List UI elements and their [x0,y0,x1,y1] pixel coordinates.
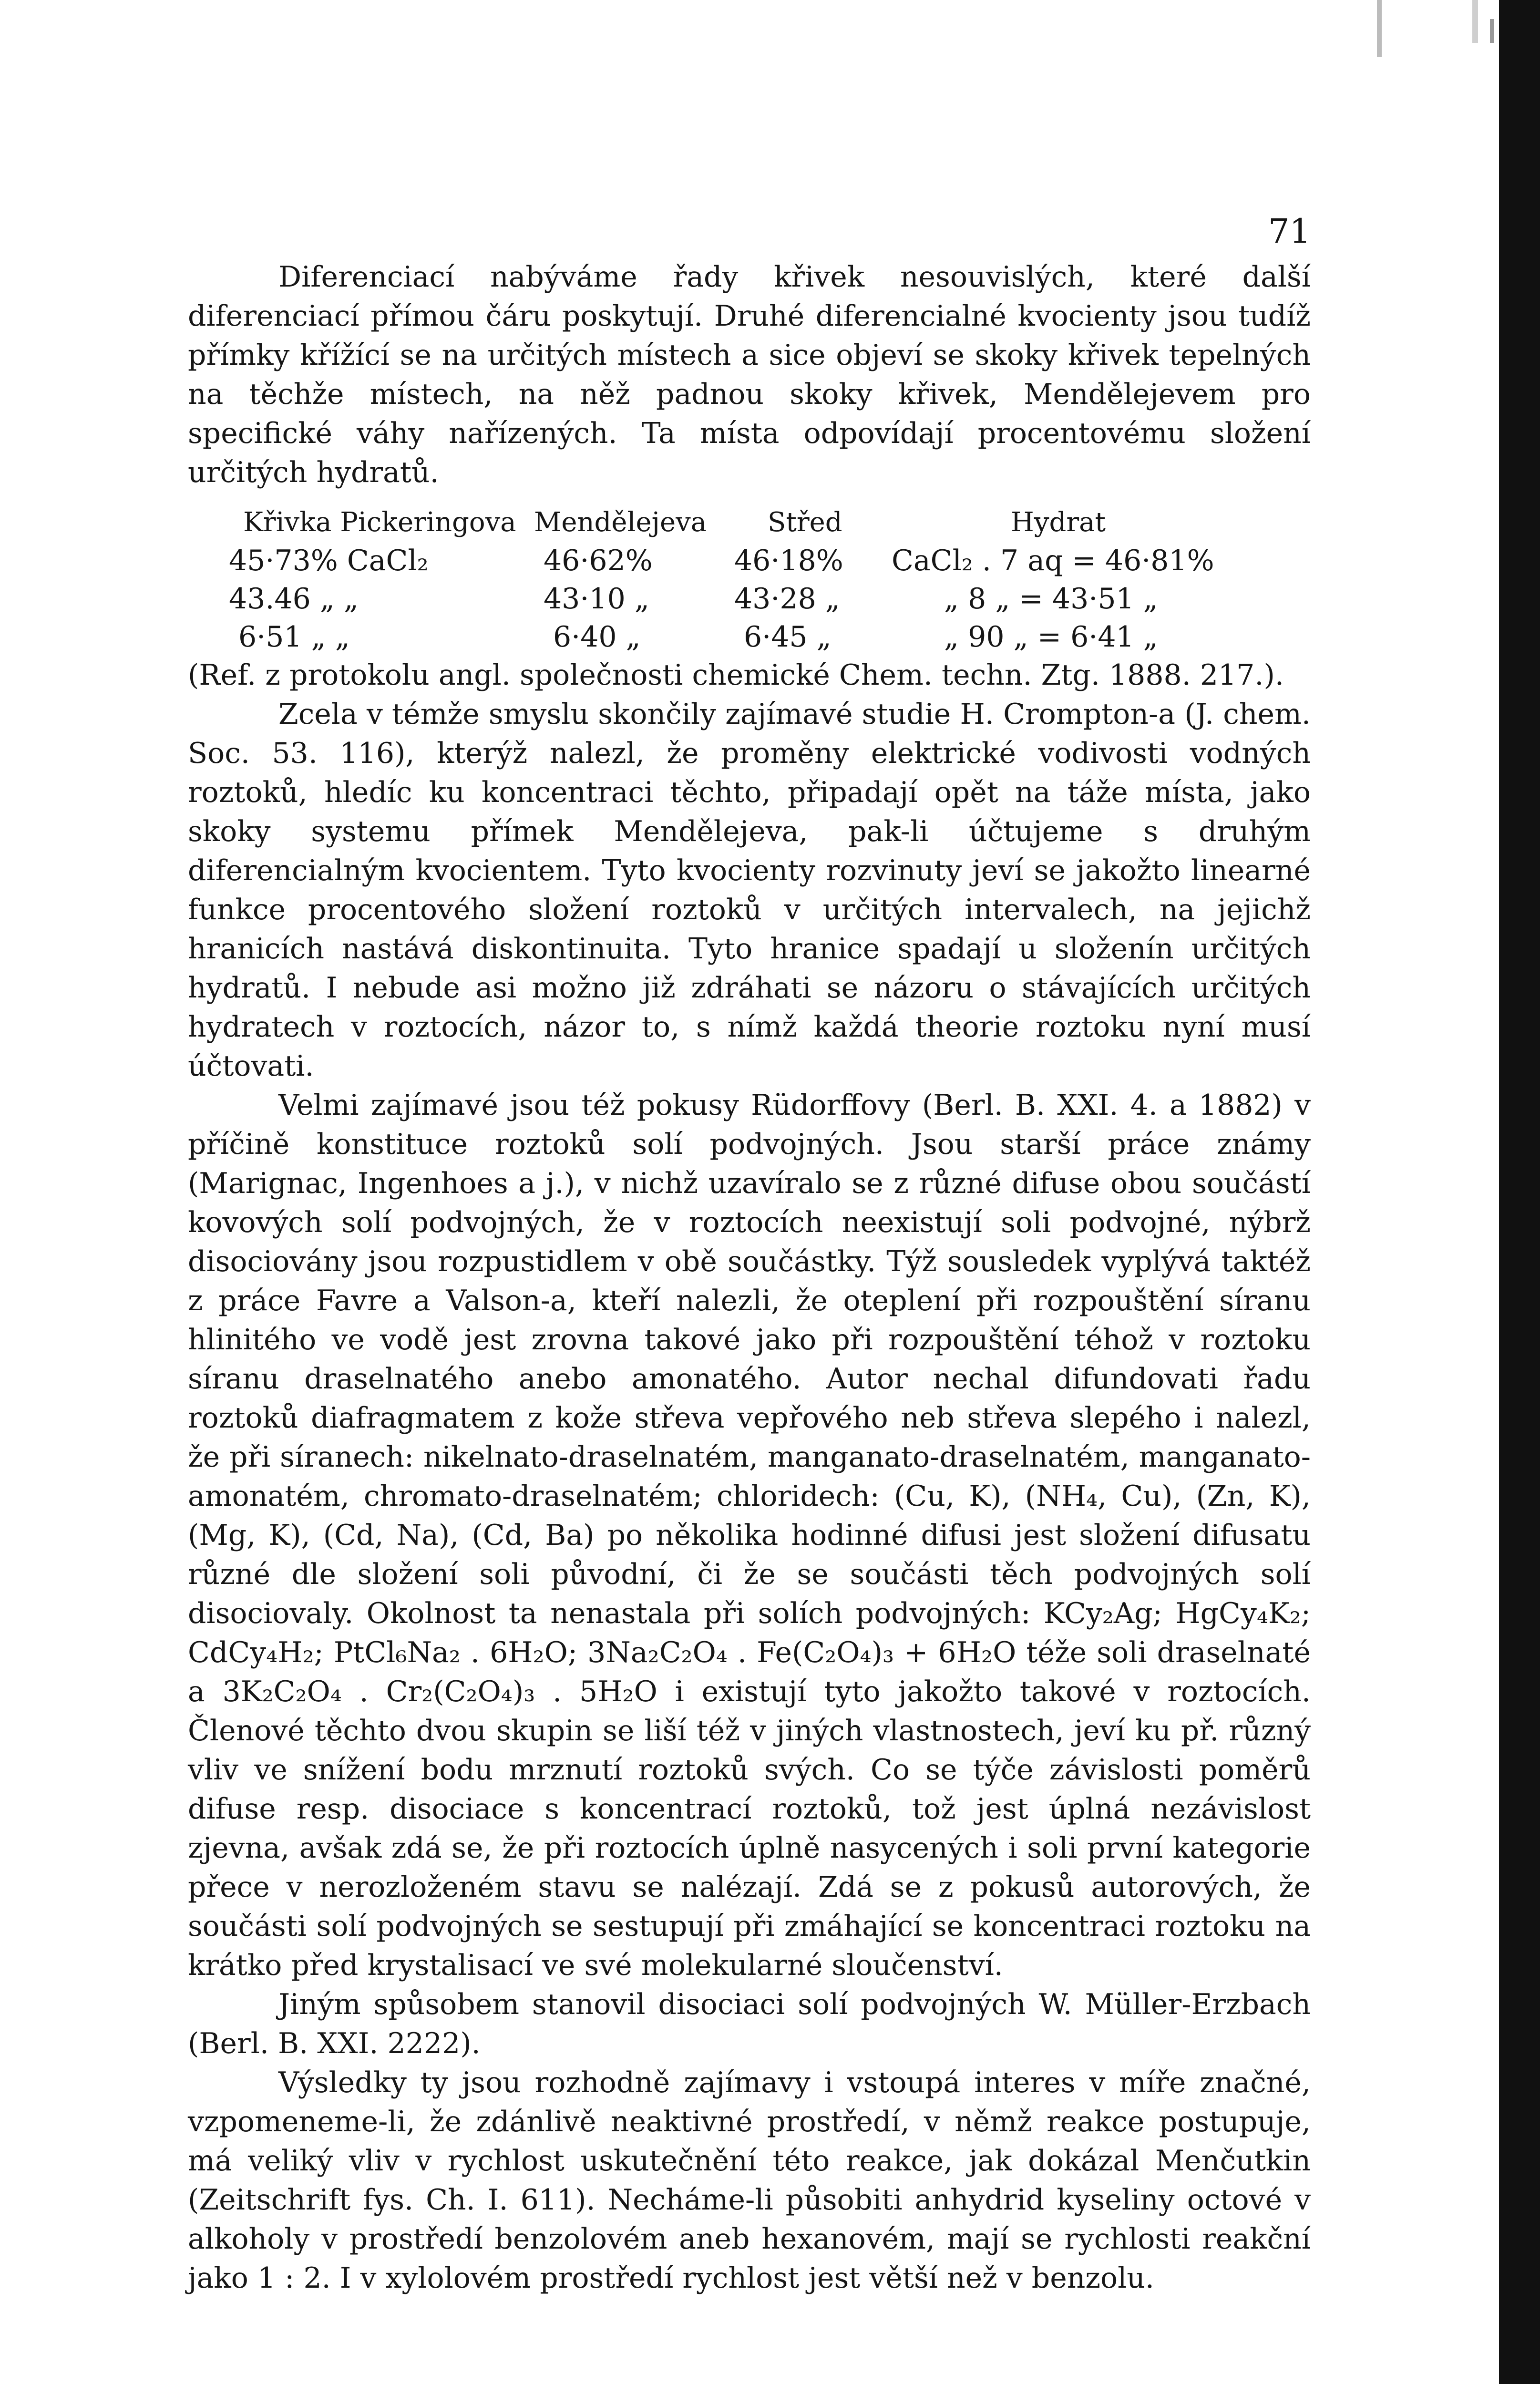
table-cell: 43.46 „ „ [229,582,359,616]
text-top [188,257,1311,492]
table-cell: „ 90 „ = 6·41 „ [944,620,1158,654]
text-main [188,656,1311,2298]
header-cell: Hydrat [1011,507,1106,538]
scan-edge [1499,0,1540,2384]
header-cell: Křivka Pickeringova [243,507,516,538]
table-cell: „ 8 „ = 43·51 „ [944,582,1158,616]
table-header [229,503,1297,541]
table-cell: 43·10 „ [544,582,649,616]
table-cell: 45·73% CaCl₂ [229,544,429,577]
table-row [229,579,1297,617]
header-cell: Střed [768,507,842,538]
table-cell: 46·62% [544,544,653,577]
page-number: 71 [1268,212,1311,251]
table-row [229,541,1297,579]
paragraph-1: Diferenciací nabýváme řady křivek nesouvislých, které další diferenciací přímou čáru poskytují. Druhé diferencialné kvocienty jsou tudíž přímky křížící se na určitých místech a sice objeví se skoky křivek tepelných na těchže místech, na něž padnou skoky křivek, Mendělejevem pro specifické váhy nařízených. Ta místa odpovídají procentovému složení určitých hydratů. [188,260,1311,489]
scan-mark [1472,0,1478,43]
table-cell: 6·40 „ [553,620,641,654]
paragraph-5: Výsledky ty jsou rozhodně zajímavy i vstoupá interes v míře značné, vzpomeneme-li, že zdánlivě neaktivné prostředí, v němž reakce postupuje, má veliký vliv v rychlost uskutečnění této reakce, jak dokázal Menčutkin (Zeitschrift fys. Ch. I. 611). Necháme-li působiti anhydrid kyseliny octové v alkoholy v prostředí benzolovém aneb hexanovém, mají se rychlosti reakční jako 1 : 2. I v xylolovém prostředí rychlost jest větší než v benzolu. [188,2066,1311,2295]
table-cell: CaCl₂ . 7 aq = 46·81% [892,544,1214,577]
scan-mark [1377,0,1382,57]
paragraph-3: Velmi zajímavé jsou též pokusy Rüdorffovy (Berl. B. XXI. 4. a 1882) v příčině konstituce roztoků solí podvojných. Jsou starší práce známy (Marignac, Ingenhoes a j.), v nichž uzavíralo se z různé difuse obou součástí kovových solí podvojných, že v roztocích neexistují soli podvojné, nýbrž disociovány jsou rozpustidlem v obě součástky. Týž sousledek vyplývá taktéž z práce Favre a Valson-a, kteří nalezli, že oteplení při rozpouštění síranu hlinitého ve vodě jest zrovna takové jako při rozpouštění téhož v roztoku síranu draselnatého anebo amonatého. Autor nechal difundovati řadu roztoků diafragmatem z kože střeva vepřového neb střeva slepého i nalezl, že při síranech: nikelnato-draselnatém, manganato-draselnatém, manganato-amonatém, chromato-draselnatém; chloridech: (Cu, K), (NH₄, Cu), (Zn, K), (Mg, K), (Cd, Na), (Cd, Ba) po několika hodinné difusi jest složení difusatu různé dle složení soli původní, či že se součásti těch podvojných solí disociovaly. Okolnost ta nenastala při solích podvojných: KCy₂Ag; HgCy₄K₂; CdCy₄H₂; PtCl₆Na₂ . 6H₂O; 3Na₂C₂O₄ . Fe(C₂O₄)₃ + 6H₂O téže soli draselnaté a 3K₂C₂O₄ . Cr₂(C₂O₄)₃ . 5H₂O i existují tyto jakožto takové v roztocích. Členové těchto dvou skupin se liší též v jiných vlastnostech, jeví ku př. různý vliv ve snížení bodu mrznutí roztoků svých. Co se týče závislosti poměrů difuse resp. disociace s koncentrací roztoků, tož jest úplná nezávislost zjevna, avšak zdá se, že při roztocích úplně nasycených i soli první kategorie přece v nerozloženém stavu se nalézají. Zdá se z pokusů autorových, že součásti solí podvojných se sestupují při zmáhající se koncentraci roztoku na krátko před krystalisací ve své molekularné sloučenství. [188,1089,1311,1982]
paragraph-2: Zcela v témže smyslu skončily zajímavé studie H. Crompton-a (J. chem. Soc. 53. 116), kterýž nalezl, že proměny elektrické vodivosti vodných roztoků, hledíc ku koncentraci těchto, připadají opět na táže místa, jako skoky systemu přímek Mendělejeva, pak-li účtujeme s druhým diferencialným kvocientem. Tyto kvocienty rozvinuty jeví se jakožto linearné funkce procentového složení roztoků v určitých intervalech, na jejichž hranicích nastává diskontinuita. Tyto hranice spadají u složenín určitých hydratů. I nebude asi možno již zdráhati se názoru o stávajících určitých hydratech v roztocích, názor to, s nímž každá theorie roztoku nyní musí účtovati. [188,698,1311,1083]
hydrate-table [229,503,1297,656]
table-row [229,617,1297,656]
header-cell: Mendělejeva [534,507,707,538]
table-cell: 43·28 „ [734,582,840,616]
table-cell: 46·18% [734,544,843,577]
scan-mark [1490,19,1494,43]
reference-line: (Ref. z protokolu angl. společnosti chemické Chem. techn. Ztg. 1888. 217.). [188,658,1284,692]
paragraph-4: Jiným spůsobem stanovil disociaci solí podvojných W. Müller-Erzbach (Berl. B. XXI. 2222). [188,1988,1311,2060]
table-cell: 6·51 „ „ [238,620,350,654]
table-cell: 6·45 „ [744,620,832,654]
